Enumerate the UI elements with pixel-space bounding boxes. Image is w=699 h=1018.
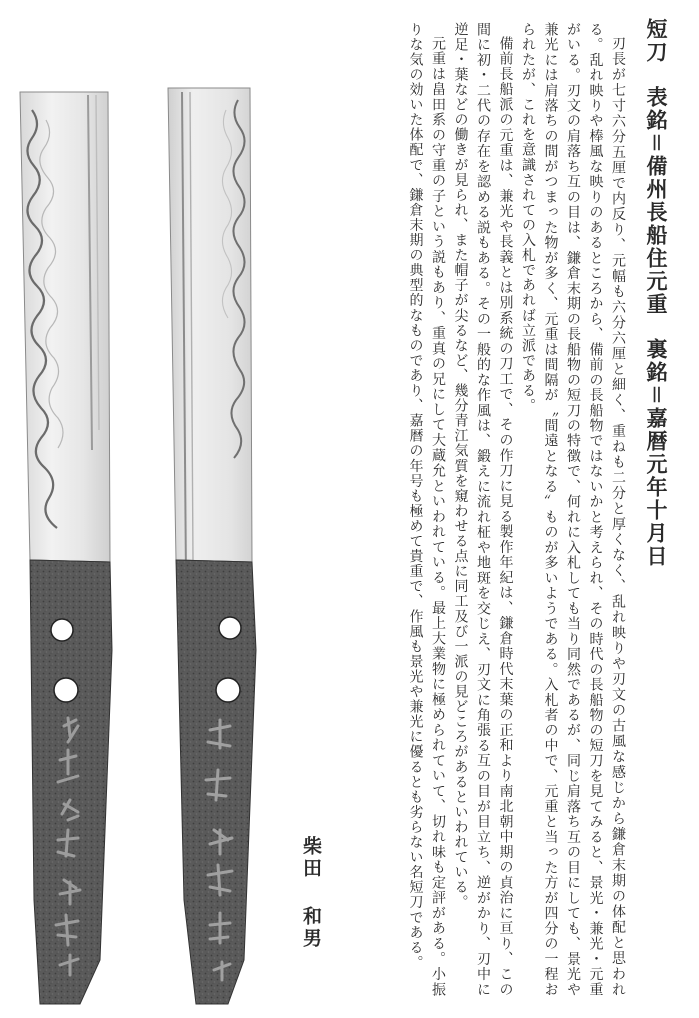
blade-photographs xyxy=(0,0,300,1018)
page-title xyxy=(637,18,675,1008)
paragraph-2: 備前長船派の元重は、兼光や長義とは別系統の刀工で、その作刀に見る製作年紀は、鎌倉時代末葉の正和より南北朝中期の貞治に亘り、この間に初・二代の存在を認める説もある。その一般的な作風は、鍛えに流れ柾や地斑を交じえ、刃文に角張る互の目が目立ち、逆がかり、刃中に逆足・葉などの働きが見られ、また帽子が尖るなど、幾分青江気質を窺わせる点に同工及び一派の見どころがあるといわれている。 xyxy=(452,22,514,997)
title-main: 短刀 xyxy=(644,18,668,64)
left-blade xyxy=(20,92,112,1004)
title-ura-inscription: 裏銘＝嘉暦元年十月日 xyxy=(644,338,668,568)
author-given-name: 和男 xyxy=(300,906,322,950)
article-text xyxy=(319,18,675,1008)
right-blade xyxy=(168,88,256,1004)
paragraph-1: 刃長が七寸六分五厘で内反り、元幅も六分六厘と細く、重ねも二分と厚くなく、乱れ映りや刃文の古風な感じから鎌倉末期の体配と思われる。乱れ映りや棒風な映りのあるところから、備前の長船物ではないかと考えられ、その時代の長船物の短刀を見てみると、景光・兼光・元重がいる。刃文の肩落ち互の目は、鎌倉末期の長船物の短刀の特徴で、何れに入札しても当り同然であるが、同じ肩落ち互の目にしても、景光や兼光には肩落ちの間がつまった物が多く、元重は間隔が〝間遠となる〟ものが多いようである。入札者の中で、元重と当った方が四分の一程おられたが、これを意識されての入札であれば立派である。 xyxy=(520,22,626,997)
paragraph-3: 元重は畠田系の守重の子という説もあり、重真の兄にして大蔵允といわれている。最上大業物に極められていて、切れ味も定評がある。小振りな気の効いた体配で、鎌倉末期の典型的なものであり、嘉暦の年号も極めて貴重で、作風も景光や兼光に優るとも劣らない名短刀である。 xyxy=(407,22,446,997)
title-omote-inscription: 表銘＝備州長船住元重 xyxy=(644,86,668,316)
author-surname: 柴田 xyxy=(300,836,322,880)
article-body xyxy=(319,22,629,997)
blade-illustration xyxy=(0,0,300,1018)
author-name xyxy=(298,836,325,950)
